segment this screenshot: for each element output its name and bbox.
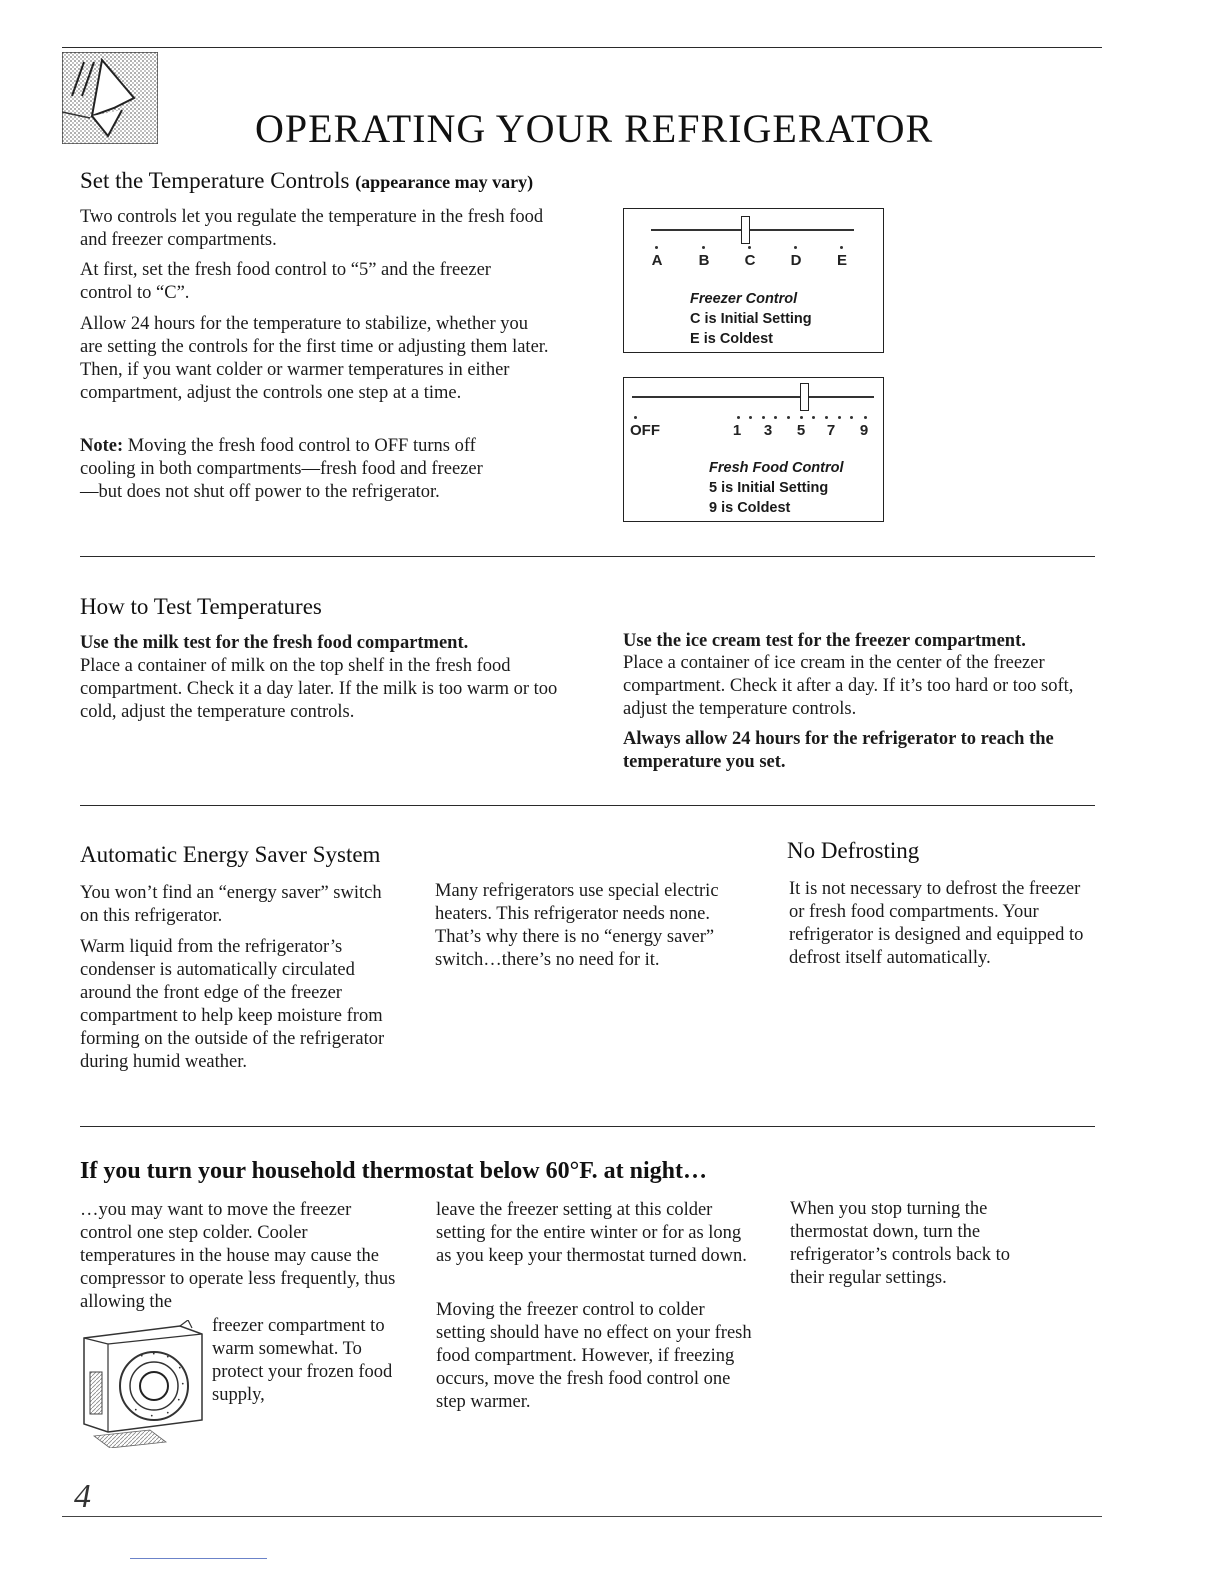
fresh-tick-dot xyxy=(825,416,828,419)
section-divider-1 xyxy=(80,556,1095,557)
fresh-label-5: 5 xyxy=(796,422,806,439)
fresh-control-caption xyxy=(709,458,844,518)
fresh-label-7: 7 xyxy=(826,422,836,439)
fresh-caption-title: Fresh Food Control xyxy=(709,460,844,476)
no-defrost-heading: No Defrosting xyxy=(787,838,920,863)
svg-text:•: • xyxy=(152,1351,156,1358)
fresh-tick-dot xyxy=(787,416,790,419)
ice-cream-test-note: Always allow 24 hours for the refrigerator to reach the temperature you set. xyxy=(623,729,1054,772)
footer-rule xyxy=(62,1516,1102,1517)
svg-text:•: • xyxy=(181,1381,185,1388)
freezer-slider-track xyxy=(651,229,854,231)
freezer-control-caption xyxy=(690,289,812,349)
freezer-tick-dot xyxy=(655,246,658,249)
fresh-tick-dot xyxy=(737,416,740,419)
top-rule xyxy=(62,47,1102,48)
fresh-tick-dot xyxy=(774,416,777,419)
freezer-control-diagram xyxy=(623,208,884,353)
milk-test-title: Use the milk test for the fresh food compartment. xyxy=(80,633,469,653)
fresh-label-off: OFF xyxy=(630,422,660,439)
fresh-caption-line1: 5 is Initial Setting xyxy=(709,480,829,496)
temp-controls-p1: Two controls let you regulate the temperature in the fresh food and freezer compartments. xyxy=(80,207,544,250)
fresh-label-3: 3 xyxy=(763,422,773,439)
svg-text:•: • xyxy=(166,1354,170,1361)
svg-text:•: • xyxy=(177,1397,181,1404)
svg-text:•: • xyxy=(140,1353,144,1360)
freezer-tick-dot xyxy=(748,246,751,249)
freezer-tick-dot xyxy=(840,246,843,249)
freezer-label-a: A xyxy=(651,252,663,269)
svg-text:•: • xyxy=(134,1407,138,1414)
thermostat-col1-side: freezer compartment to warm somewhat. To protect your frozen food supply, xyxy=(212,1316,393,1405)
freezer-caption-line1: C is Initial Setting xyxy=(690,311,812,327)
energy-saver-heading: Automatic Energy Saver System xyxy=(80,842,381,867)
energy-saver-p3: Many refrigerators use special electric heaters. This refrigerator needs none. That’s why there is no “energy saver” switch…there’s no need for it. xyxy=(435,881,719,970)
fresh-slider-track xyxy=(632,396,874,398)
thermostat-heading: If you turn your household thermostat below 60°F. at night… xyxy=(80,1158,707,1184)
freezer-caption-title: Freezer Control xyxy=(690,291,798,307)
freezer-caption-line2: E is Coldest xyxy=(690,331,773,347)
freezer-tick-dot xyxy=(702,246,705,249)
fresh-tick-dot xyxy=(634,416,637,419)
svg-text:•: • xyxy=(166,1410,170,1417)
temp-controls-note xyxy=(80,435,500,504)
note-label: Note: xyxy=(80,436,124,456)
freezer-slider-knob xyxy=(741,216,750,244)
freezer-label-c: C xyxy=(744,252,756,269)
freezer-tick-dot xyxy=(794,246,797,249)
thermostat-dial-icon xyxy=(80,1320,205,1448)
thermostat-col3-p1: When you stop turning the thermostat down, turn the refrigerator’s controls back to their regular settings. xyxy=(790,1199,1011,1288)
fresh-tick-dot xyxy=(838,416,841,419)
energy-saver-p1: You won’t find an “energy saver” switch on this refrigerator. xyxy=(80,883,382,926)
fresh-tick-dot xyxy=(864,416,867,419)
test-temps-heading: How to Test Temperatures xyxy=(80,594,322,619)
section-divider-3 xyxy=(80,1126,1095,1127)
fresh-tick-dot xyxy=(749,416,752,419)
energy-saver-p2: Warm liquid from the refrigerator’s condenser is automatically circulated around the front edge of the freezer compartment to help keep moisture from forming on the outside of the refrigerator during humid weather. xyxy=(80,937,385,1072)
fresh-slider-knob xyxy=(800,383,809,411)
temp-controls-heading-note: (appearance may vary) xyxy=(355,172,534,192)
fresh-tick-dot xyxy=(800,416,803,419)
page-title: OPERATING YOUR REFRIGERATOR xyxy=(255,105,934,151)
freezer-label-b: B xyxy=(698,252,710,269)
ice-cream-test-title: Use the ice cream test for the freezer compartment. xyxy=(623,631,1026,651)
freezer-label-e: E xyxy=(836,252,847,269)
fresh-tick-dot xyxy=(812,416,815,419)
fresh-food-control-diagram xyxy=(623,377,884,522)
fresh-tick-dot xyxy=(850,416,853,419)
thermostat-col1-top: …you may want to move the freezer control one step colder. Cooler temperatures in the house may cause the compressor to operate less frequently, thus allowing the xyxy=(80,1200,396,1312)
svg-text:•: • xyxy=(150,1413,154,1420)
fresh-caption-line2: 9 is Coldest xyxy=(709,500,791,516)
fresh-label-1: 1 xyxy=(732,422,742,439)
temp-controls-heading-text: Set the Temperature Controls xyxy=(80,168,350,193)
temp-controls-p3: Allow 24 hours for the temperature to stabilize, whether you are setting the controls for the first time or adjusting them later. Then, if you want colder or warmer temperatures in either compartment, adjust the controls one step at a time. xyxy=(80,314,549,403)
refrigerator-logo-icon xyxy=(62,52,158,144)
temp-controls-heading xyxy=(80,168,533,194)
temp-controls-p2: At first, set the fresh food control to “5” and the freezer control to “C”. xyxy=(80,260,491,303)
milk-test-text: Place a container of milk on the top shelf in the fresh food compartment. Check it a day later. If the milk is too warm or too cold, adjust the temperature controls. xyxy=(80,656,558,722)
thermostat-col2-p2: Moving the freezer control to colder setting should have no effect on your fresh food compartment. However, if freezing occurs, move the fresh food control one step warmer. xyxy=(436,1300,752,1412)
fresh-label-9: 9 xyxy=(859,422,869,439)
section-divider-2 xyxy=(80,805,1095,806)
svg-text:•: • xyxy=(178,1365,182,1372)
freezer-label-d: D xyxy=(790,252,802,269)
note-text: Moving the fresh food control to OFF turns off cooling in both compartments—fresh food and freezer—but does not shut off power to the refrigerator. xyxy=(80,436,483,502)
fresh-tick-dot xyxy=(762,416,765,419)
ice-cream-test-text: Place a container of ice cream in the center of the freezer compartment. Check it after a day. If it’s too hard or too soft, adjust the temperature controls. xyxy=(623,653,1074,719)
footer-mark xyxy=(130,1558,267,1559)
thermostat-col2-p1: leave the freezer setting at this colder setting for the entire winter or for as long as you keep your thermostat turned down. xyxy=(436,1200,747,1266)
no-defrost-p1: It is not necessary to defrost the freezer or fresh food compartments. Your refrigerator is designed and equipped to defrost itself automatically. xyxy=(789,879,1084,968)
page-number: 4 xyxy=(74,1478,91,1515)
